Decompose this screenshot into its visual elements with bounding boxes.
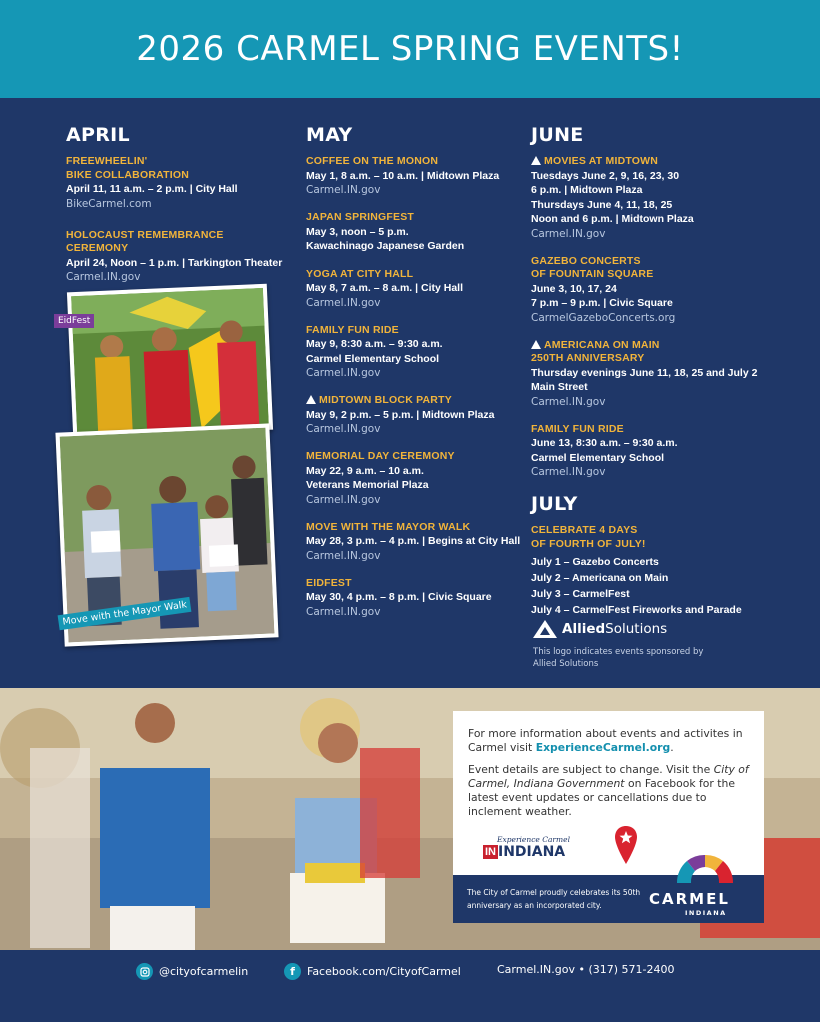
event-title	[531, 423, 761, 437]
event-detail: May 28, 3 p.m. – 4 p.m. | Begins at City Hall	[306, 535, 521, 547]
event-detail: Tuesdays June 2, 9, 16, 23, 30	[531, 169, 680, 182]
event-link[interactable]: CarmelGazeboConcerts.org	[531, 311, 676, 324]
event-detail: Thursdays June 4, 11, 18, 25	[531, 198, 673, 211]
logo-indiana-text: INDIANA	[498, 844, 566, 860]
event-title	[306, 577, 526, 591]
event-detail: May 1, 8 a.m. – 10 a.m. | Midtown Plaza	[306, 169, 500, 182]
event-title-text: EIDFEST	[306, 576, 352, 589]
info-box	[453, 711, 764, 923]
month-july: JULY	[531, 493, 578, 515]
info-text-2c: on Facebook for the latest event updates or cancellations due to inclement weather.	[468, 777, 736, 818]
event-link[interactable]: Carmel.IN.gov	[306, 184, 381, 196]
info-text	[468, 727, 753, 827]
experience-carmel-link[interactable]: ExperienceCarmel.org	[535, 741, 671, 754]
event-title	[306, 521, 526, 535]
month-april: APRIL	[66, 124, 130, 146]
event-title-text: CEREMONY	[66, 242, 129, 254]
event-title-text: 250TH ANNIVERSARY	[531, 352, 645, 364]
event-detail: Kawachinago Japanese Garden	[306, 240, 465, 252]
website-phone[interactable]	[497, 963, 675, 976]
event-title-text: GAZEBO CONCERTS	[531, 254, 641, 267]
event-detail: Carmel Elementary School	[531, 451, 665, 464]
may-column	[306, 124, 526, 633]
event-item	[66, 229, 291, 285]
event-link[interactable]: Carmel.IN.gov	[306, 493, 381, 506]
event-detail: May 9, 8:30 a.m. – 9:30 a.m.	[306, 338, 443, 350]
experience-carmel-logo	[483, 835, 583, 860]
event-detail: June 3, 10, 17, 24	[531, 282, 617, 295]
event-title-text: AMERICANA ON MAIN	[544, 338, 660, 351]
event-title	[306, 155, 526, 169]
page-title: 2026 CARMEL SPRING EVENTS!	[136, 29, 684, 69]
eidfest-tag: EidFest	[54, 314, 94, 328]
event-detail: Noon and 6 p.m. | Midtown Plaza	[531, 213, 694, 225]
event-title	[531, 155, 761, 169]
event-title	[66, 242, 291, 256]
event-detail: May 8, 7 a.m. – 8 a.m. | City Hall	[306, 282, 464, 294]
map-pin-star-icon	[615, 826, 637, 864]
event-item	[306, 521, 526, 563]
event-detail: May 9, 2 p.m. – 5 p.m. | Midtown Plaza	[306, 408, 495, 421]
event-detail: Thursday evenings June 11, 18, 25 and July 2	[531, 366, 758, 379]
event-detail: May 30, 4 p.m. – 8 p.m. | Civic Square	[306, 591, 492, 603]
event-item	[306, 211, 526, 254]
event-detail: 6 p.m. | Midtown Plaza	[531, 184, 643, 196]
july-title-2: OF FOURTH OF JULY!	[531, 537, 646, 550]
facebook-url: Facebook.com/CityofCarmel	[307, 965, 461, 978]
event-link[interactable]: Carmel.IN.gov	[306, 296, 381, 309]
event-detail: May 3, noon – 5 p.m.	[306, 225, 409, 238]
carmel-arc-logo-icon	[673, 849, 737, 883]
event-detail: Carmel Elementary School	[306, 352, 440, 365]
july-line: July 4 – CarmelFest Fireworks and Parade	[531, 604, 742, 616]
website-phone-text: Carmel.IN.gov • (317) 571-2400	[497, 963, 675, 976]
event-title	[531, 352, 761, 366]
event-title-text: MIDTOWN BLOCK PARTY	[319, 394, 452, 406]
april-column	[66, 124, 291, 298]
event-link[interactable]: BikeCarmel.com	[66, 197, 152, 210]
event-title-text: FREEWHEELIN'	[66, 155, 148, 167]
event-detail: May 22, 9 a.m. – 10 a.m.	[306, 464, 424, 477]
event-detail: April 11, 11 a.m. – 2 p.m. | City Hall	[66, 183, 238, 195]
july-section	[531, 493, 761, 618]
allied-sponsor-icon	[531, 340, 541, 349]
event-link[interactable]: Carmel.IN.gov	[531, 466, 606, 478]
sponsor-note: This logo indicates events sponsored by Allied Solutions	[533, 647, 704, 669]
event-title	[306, 324, 526, 338]
event-item	[306, 394, 526, 436]
event-link[interactable]: Carmel.IN.gov	[306, 605, 381, 618]
event-title-text: JAPAN SPRINGFEST	[306, 211, 415, 223]
event-title	[66, 169, 291, 183]
allied-solutions-logo	[533, 620, 667, 638]
carmel-logo-text: CARMEL	[649, 890, 730, 908]
event-title	[306, 268, 526, 282]
event-title	[306, 394, 526, 408]
event-title-text: COFFEE ON THE MONON	[306, 155, 439, 167]
logo-experience-text: Experience Carmel	[497, 835, 570, 844]
carmel-logo-subtext: INDIANA	[685, 909, 727, 917]
info-text-1: For more information about events and activites in Carmel visit	[468, 727, 743, 754]
event-detail: Main Street	[531, 381, 588, 393]
event-item	[531, 339, 761, 409]
event-title	[306, 211, 526, 225]
july-title-1: CELEBRATE 4 DAYS	[531, 524, 638, 536]
event-title-text: BIKE COLLABORATION	[66, 168, 189, 181]
event-item	[306, 450, 526, 507]
event-title	[66, 155, 291, 169]
event-item	[531, 423, 761, 480]
event-title	[306, 450, 526, 464]
anniversary-bar	[453, 875, 764, 923]
event-item	[531, 255, 761, 325]
event-link[interactable]: Carmel.IN.gov	[306, 423, 381, 435]
event-item	[306, 324, 526, 381]
instagram-icon	[136, 963, 153, 980]
event-title-text: FAMILY FUN RIDE	[531, 422, 624, 435]
june-column	[531, 124, 761, 493]
allied-name-light: Solutions	[605, 621, 668, 637]
event-item	[66, 155, 291, 211]
allied-name-bold: Allied	[562, 621, 606, 637]
instagram-handle: @cityofcarmelin	[159, 965, 249, 978]
july-line: July 1 – Gazebo Concerts	[531, 556, 659, 568]
event-item	[531, 155, 761, 241]
info-paragraph-2	[468, 763, 753, 819]
info-text-2b: City of Carmel, Indiana Government	[468, 763, 749, 790]
facebook-link[interactable]	[284, 963, 461, 980]
event-link[interactable]: Carmel.IN.gov	[306, 549, 381, 562]
event-link[interactable]: Carmel.IN.gov	[306, 367, 381, 379]
event-detail: Veterans Memorial Plaza	[306, 479, 429, 491]
instagram-link[interactable]	[136, 963, 248, 980]
july-line: July 3 – CarmelFest	[531, 588, 630, 600]
event-title-text: MOVE WITH THE MAYOR WALK	[306, 520, 471, 533]
event-title-text: MOVIES AT MIDTOWN	[544, 155, 659, 167]
month-june: JUNE	[531, 124, 584, 146]
event-link[interactable]: Carmel.IN.gov	[66, 271, 141, 283]
event-title	[531, 268, 761, 282]
event-item	[306, 268, 526, 310]
mayor-walk-tag: Move with the Mayor Walk	[58, 597, 192, 630]
event-item	[306, 155, 526, 197]
event-title	[66, 229, 291, 243]
allied-triangle-icon	[533, 620, 557, 638]
info-paragraph-1: For more information about events and activites in Carmel visit ExperienceCarmel.org.	[468, 727, 743, 754]
event-detail: 7 p.m – 9 p.m. | Civic Square	[531, 297, 673, 309]
allied-sponsor-icon	[531, 156, 541, 165]
eidfest-photo	[67, 284, 273, 439]
event-title	[531, 255, 761, 269]
event-link[interactable]: Carmel.IN.gov	[531, 227, 606, 240]
event-detail: June 13, 8:30 a.m. – 9:30 a.m.	[531, 437, 678, 449]
event-title	[531, 339, 761, 353]
event-title-text: HOLOCAUST REMEMBRANCE	[66, 228, 224, 241]
july-line: July 2 – Americana on Main	[531, 572, 669, 584]
facebook-icon: f	[284, 963, 301, 980]
logo-in-badge: IN	[485, 846, 496, 858]
anniversary-text: The City of Carmel proudly celebrates its 50th anniversary as an incorporated city.	[467, 888, 641, 910]
event-title-text: MEMORIAL DAY CEREMONY	[306, 450, 455, 462]
event-link[interactable]: Carmel.IN.gov	[531, 395, 606, 408]
footer	[0, 950, 820, 1022]
allied-sponsor-icon	[306, 395, 316, 404]
month-may: MAY	[306, 124, 353, 146]
eidfest-image	[71, 288, 269, 434]
event-item	[306, 577, 526, 619]
event-detail: April 24, Noon – 1 p.m. | Tarkington Theater	[66, 256, 283, 269]
event-title-text: YOGA AT CITY HALL	[306, 267, 414, 280]
event-title-text: FAMILY FUN RIDE	[306, 323, 399, 336]
info-text-2a: Event details are subject to change. Visit the	[468, 763, 714, 776]
event-title-text: OF FOUNTAIN SQUARE	[531, 268, 654, 280]
header-banner	[0, 0, 820, 98]
